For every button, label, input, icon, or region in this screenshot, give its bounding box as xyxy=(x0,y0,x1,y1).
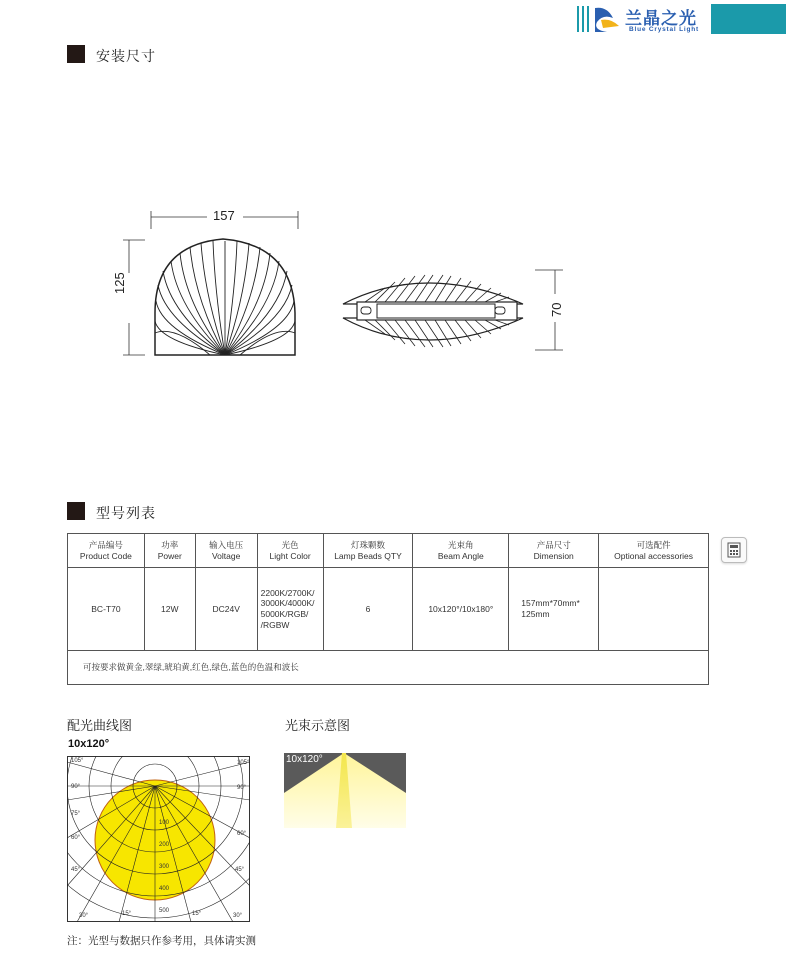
model-spec-table xyxy=(67,533,709,685)
polar-chart xyxy=(67,756,250,922)
table-note: 可按要求做黄金,翠绿,琥珀黄,红色,绿色,蓝色的色温和波长 xyxy=(68,651,709,685)
logo-text-en: Blue Crystal Light xyxy=(629,26,700,33)
logo-text-cn: 兰晶之光 xyxy=(625,9,697,28)
product-code-cell: BC-T70 xyxy=(68,568,145,651)
power-cell: 12W xyxy=(144,568,195,651)
header-accent-bar xyxy=(711,4,786,34)
width-dimension-label: 157 xyxy=(213,208,235,223)
header-cell: 产品尺寸 Dimension xyxy=(509,534,599,568)
table-header-row xyxy=(68,534,709,568)
angle-label-left: 75° xyxy=(71,811,81,817)
footnote: 注：光型与数据只作参考用，具体请实测 xyxy=(67,935,256,947)
calculator-icon[interactable] xyxy=(721,537,747,563)
header-cell: 功率 Power xyxy=(144,534,195,568)
voltage-cell: DC24V xyxy=(195,568,257,651)
dimension-cell: 157mm*70mm* 125mm xyxy=(509,568,599,651)
depth-dimension-label: 70 xyxy=(549,302,564,317)
angle-label-bottom: 15° xyxy=(192,911,202,917)
side-view-drawing xyxy=(335,262,575,357)
brand-logo xyxy=(577,4,786,34)
beads-cell: 6 xyxy=(323,568,413,651)
accessories-cell xyxy=(599,568,709,651)
section-marker xyxy=(67,45,85,63)
angle-label-right: 105° xyxy=(237,760,250,766)
radial-value-label: 400 xyxy=(159,886,170,892)
polar-chart-title: 配光曲线图 xyxy=(67,718,133,733)
section-marker xyxy=(67,502,85,520)
header-cell: 产品编号 Product Code xyxy=(68,534,145,568)
header-cell: 光束角 Beam Angle xyxy=(413,534,509,568)
angle-label-left: 60° xyxy=(71,835,81,841)
beam-illustration-title: 光束示意图 xyxy=(285,718,351,733)
header-cell: 灯珠颗数 Lamp Beads QTY xyxy=(323,534,413,568)
angle-label-right: 90° xyxy=(237,785,247,791)
height-dimension-label: 125 xyxy=(112,272,127,294)
polar-beam-label: 10x120° xyxy=(68,738,110,750)
front-view-drawing xyxy=(115,205,315,365)
header-cell: 光色 Light Color xyxy=(257,534,323,568)
angle-label-right: 30° xyxy=(233,913,243,919)
angle-label-left: 105° xyxy=(71,758,84,764)
angle-label-right: 45° xyxy=(235,867,245,873)
radial-value-label: 300 xyxy=(159,864,170,870)
angle-label-right: 60° xyxy=(237,831,247,837)
section-title-install: 安装尺寸 xyxy=(96,48,156,64)
radial-value-label: 200 xyxy=(159,842,170,848)
table-row xyxy=(68,568,709,651)
angle-label-left: 30° xyxy=(79,913,89,919)
beam-angle-overlay-label: 10x120° xyxy=(286,754,323,765)
header-cell: 输入电压 Voltage xyxy=(195,534,257,568)
radial-value-label: 100 xyxy=(159,820,170,826)
radial-value-label: 500 xyxy=(159,908,170,914)
angle-label-bottom: 15° xyxy=(122,911,132,917)
beam-angle-cell: 10x120°/10x180° xyxy=(413,568,509,651)
header-cell: 可选配件 Optional accessories xyxy=(599,534,709,568)
angle-label-left: 45° xyxy=(71,867,81,873)
angle-label-left: 90° xyxy=(71,784,81,790)
section-title-models: 型号列表 xyxy=(96,505,156,521)
table-note-row xyxy=(68,651,709,685)
light-color-cell: 2200K/2700K/ 3000K/4000K/ 5000K/RGB/ /RGBW xyxy=(257,568,323,651)
